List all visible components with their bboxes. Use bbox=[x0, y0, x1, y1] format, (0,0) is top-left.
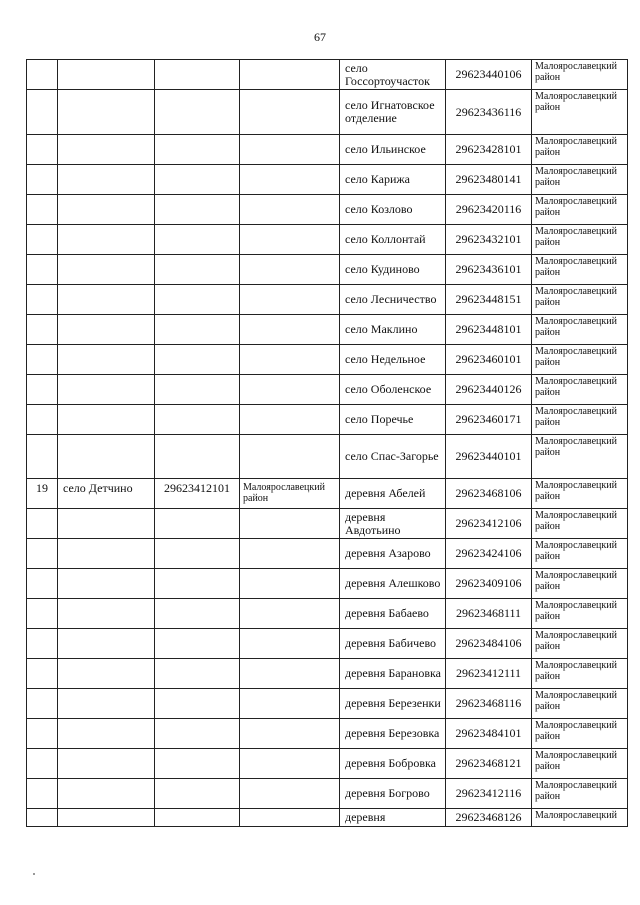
municipality-district-cell bbox=[240, 749, 340, 779]
municipality-code-cell bbox=[155, 629, 240, 659]
municipality-code-cell bbox=[155, 659, 240, 689]
settlement-name-cell: село Коллонтай bbox=[340, 225, 446, 255]
municipality-name-cell bbox=[58, 285, 155, 315]
settlement-code-cell: 29623412106 bbox=[446, 509, 532, 539]
municipality-name-cell bbox=[58, 599, 155, 629]
municipality-district-cell bbox=[240, 809, 340, 827]
settlement-name-cell: село Недельное bbox=[340, 345, 446, 375]
municipality-district-cell bbox=[240, 60, 340, 90]
settlement-district-cell: Малоярославецкий район bbox=[532, 285, 628, 315]
municipality-name-cell bbox=[58, 809, 155, 827]
settlement-code-cell: 29623468116 bbox=[446, 689, 532, 719]
table-row bbox=[27, 285, 628, 315]
settlement-code-cell: 29623468106 bbox=[446, 479, 532, 509]
municipality-name-cell bbox=[58, 749, 155, 779]
settlement-district-cell: Малоярославецкий район bbox=[532, 749, 628, 779]
table-row bbox=[27, 315, 628, 345]
settlement-name-cell: село Госсортоучасток bbox=[340, 60, 446, 90]
settlement-district-cell: Малоярославецкий район bbox=[532, 405, 628, 435]
table-row bbox=[27, 689, 628, 719]
municipality-name-cell bbox=[58, 195, 155, 225]
municipality-name-cell bbox=[58, 135, 155, 165]
settlement-district-cell: Малоярославецкий район bbox=[532, 539, 628, 569]
municipality-district-cell bbox=[240, 435, 340, 479]
municipality-number-cell bbox=[27, 345, 58, 375]
table-row bbox=[27, 479, 628, 509]
settlement-code-cell: 29623460101 bbox=[446, 345, 532, 375]
municipality-code-cell bbox=[155, 719, 240, 749]
settlement-name-cell: деревня Азарово bbox=[340, 539, 446, 569]
municipality-code-cell bbox=[155, 315, 240, 345]
settlement-district-cell: Малоярославецкий район bbox=[532, 719, 628, 749]
settlement-district-cell: Малоярославецкий район bbox=[532, 689, 628, 719]
municipality-code-cell bbox=[155, 435, 240, 479]
table-row bbox=[27, 809, 628, 827]
municipality-name-cell bbox=[58, 60, 155, 90]
municipality-name-cell bbox=[58, 689, 155, 719]
table-row bbox=[27, 195, 628, 225]
municipality-number-cell bbox=[27, 689, 58, 719]
municipality-district-cell bbox=[240, 405, 340, 435]
settlement-code-cell: 29623484106 bbox=[446, 629, 532, 659]
municipality-name-cell bbox=[58, 90, 155, 135]
municipality-code-cell bbox=[155, 689, 240, 719]
settlement-code-cell: 29623428101 bbox=[446, 135, 532, 165]
settlement-code-cell: 29623468111 bbox=[446, 599, 532, 629]
municipality-code-cell bbox=[155, 539, 240, 569]
municipality-number-cell bbox=[27, 749, 58, 779]
municipality-name-cell bbox=[58, 629, 155, 659]
municipality-number-cell bbox=[27, 165, 58, 195]
settlements-table bbox=[26, 59, 628, 827]
municipality-code-cell bbox=[155, 809, 240, 827]
table-row bbox=[27, 405, 628, 435]
settlement-name-cell: село Спас-Загорье bbox=[340, 435, 446, 479]
settlement-district-cell: Малоярославецкий район bbox=[532, 225, 628, 255]
municipality-number-cell bbox=[27, 285, 58, 315]
municipality-name-cell bbox=[58, 659, 155, 689]
settlement-district-cell: Малоярославецкий район bbox=[532, 195, 628, 225]
settlement-district-cell: Малоярославецкий район bbox=[532, 599, 628, 629]
municipality-district-cell bbox=[240, 719, 340, 749]
municipality-code-cell bbox=[155, 135, 240, 165]
municipality-district-cell bbox=[240, 659, 340, 689]
table-row bbox=[27, 629, 628, 659]
municipality-code-cell bbox=[155, 195, 240, 225]
municipality-name-cell bbox=[58, 405, 155, 435]
settlement-name-cell: село Кудиново bbox=[340, 255, 446, 285]
settlement-district-cell: Малоярославецкий район bbox=[532, 479, 628, 509]
settlement-code-cell: 29623468121 bbox=[446, 749, 532, 779]
municipality-number-cell bbox=[27, 255, 58, 285]
settlement-code-cell: 29623409106 bbox=[446, 569, 532, 599]
settlement-code-cell: 29623440106 bbox=[446, 60, 532, 90]
municipality-code-cell bbox=[155, 225, 240, 255]
municipality-code-cell bbox=[155, 569, 240, 599]
table-row bbox=[27, 375, 628, 405]
table-row bbox=[27, 90, 628, 135]
table-row bbox=[27, 749, 628, 779]
table-row bbox=[27, 599, 628, 629]
settlement-name-cell: деревня Абелей bbox=[340, 479, 446, 509]
settlement-name-cell: деревня Березовка bbox=[340, 719, 446, 749]
settlement-name-cell: село Карижа bbox=[340, 165, 446, 195]
municipality-number-cell bbox=[27, 599, 58, 629]
settlement-code-cell: 29623440101 bbox=[446, 435, 532, 479]
municipality-name-cell bbox=[58, 539, 155, 569]
municipality-code-cell bbox=[155, 599, 240, 629]
table-row bbox=[27, 509, 628, 539]
municipality-code-cell bbox=[155, 60, 240, 90]
settlement-district-cell: Малоярославецкий район bbox=[532, 90, 628, 135]
municipality-district-cell bbox=[240, 135, 340, 165]
municipality-number-cell bbox=[27, 629, 58, 659]
settlement-code-cell: 29623424106 bbox=[446, 539, 532, 569]
settlement-district-cell: Малоярославецкий район bbox=[532, 60, 628, 90]
municipality-district-cell bbox=[240, 195, 340, 225]
municipality-code-cell bbox=[155, 405, 240, 435]
municipality-district-cell bbox=[240, 629, 340, 659]
municipality-code-cell bbox=[155, 255, 240, 285]
settlement-code-cell: 29623412116 bbox=[446, 779, 532, 809]
municipality-number-cell: 19 bbox=[27, 479, 58, 509]
municipality-name-cell bbox=[58, 779, 155, 809]
table-row bbox=[27, 165, 628, 195]
municipality-code-cell bbox=[155, 345, 240, 375]
table-row bbox=[27, 60, 628, 90]
page-number: 67 bbox=[314, 30, 326, 44]
settlement-code-cell: 29623440126 bbox=[446, 375, 532, 405]
municipality-name-cell bbox=[58, 255, 155, 285]
municipality-name-cell: село Детчино bbox=[58, 479, 155, 509]
municipality-number-cell bbox=[27, 779, 58, 809]
municipality-number-cell bbox=[27, 315, 58, 345]
municipality-district-cell bbox=[240, 375, 340, 405]
municipality-name-cell bbox=[58, 165, 155, 195]
settlement-code-cell: 29623448151 bbox=[446, 285, 532, 315]
settlement-name-cell: деревня Алешково bbox=[340, 569, 446, 599]
settlement-name-cell: село Оболенское bbox=[340, 375, 446, 405]
settlement-name-cell: деревня bbox=[340, 809, 446, 827]
settlement-code-cell: 29623484101 bbox=[446, 719, 532, 749]
settlement-name-cell: деревня Богрово bbox=[340, 779, 446, 809]
settlement-district-cell: Малоярославецкий район bbox=[532, 345, 628, 375]
municipality-district-cell bbox=[240, 539, 340, 569]
table-row bbox=[27, 779, 628, 809]
municipality-district-cell bbox=[240, 779, 340, 809]
municipality-number-cell bbox=[27, 435, 58, 479]
municipality-district-cell bbox=[240, 345, 340, 375]
municipality-name-cell bbox=[58, 509, 155, 539]
settlement-district-cell: Малоярославецкий район bbox=[532, 375, 628, 405]
municipality-number-cell bbox=[27, 809, 58, 827]
municipality-name-cell bbox=[58, 719, 155, 749]
settlement-district-cell: Малоярославецкий район bbox=[532, 435, 628, 479]
settlement-district-cell: Малоярославецкий bbox=[532, 809, 628, 827]
settlement-name-cell: село Поречье bbox=[340, 405, 446, 435]
settlement-name-cell: село Лесничество bbox=[340, 285, 446, 315]
settlement-name-cell: деревня Бабичево bbox=[340, 629, 446, 659]
settlement-code-cell: 29623460171 bbox=[446, 405, 532, 435]
settlement-district-cell: Малоярославецкий район bbox=[532, 569, 628, 599]
settlement-district-cell: Малоярославецкий район bbox=[532, 629, 628, 659]
settlement-name-cell: деревня Бобровка bbox=[340, 749, 446, 779]
table-row bbox=[27, 255, 628, 285]
settlement-name-cell: деревня Барановка bbox=[340, 659, 446, 689]
settlement-name-cell: деревня Березенки bbox=[340, 689, 446, 719]
settlement-district-cell: Малоярославецкий район bbox=[532, 659, 628, 689]
table-row bbox=[27, 345, 628, 375]
municipality-name-cell bbox=[58, 225, 155, 255]
table-row bbox=[27, 135, 628, 165]
municipality-number-cell bbox=[27, 539, 58, 569]
scan-speck bbox=[33, 873, 35, 875]
settlement-code-cell: 29623436101 bbox=[446, 255, 532, 285]
settlement-code-cell: 29623436116 bbox=[446, 90, 532, 135]
municipality-code-cell: 29623412101 bbox=[155, 479, 240, 509]
municipality-number-cell bbox=[27, 659, 58, 689]
municipality-number-cell bbox=[27, 60, 58, 90]
settlement-code-cell: 29623448101 bbox=[446, 315, 532, 345]
settlement-name-cell: село Игнатовское отделение bbox=[340, 90, 446, 135]
municipality-code-cell bbox=[155, 165, 240, 195]
municipality-number-cell bbox=[27, 375, 58, 405]
municipality-district-cell bbox=[240, 509, 340, 539]
municipality-number-cell bbox=[27, 135, 58, 165]
municipality-name-cell bbox=[58, 569, 155, 599]
municipality-district-cell: Малоярославецкий район bbox=[240, 479, 340, 509]
municipality-name-cell bbox=[58, 435, 155, 479]
table-row bbox=[27, 719, 628, 749]
table-row bbox=[27, 569, 628, 599]
municipality-code-cell bbox=[155, 749, 240, 779]
municipality-code-cell bbox=[155, 285, 240, 315]
municipality-district-cell bbox=[240, 255, 340, 285]
settlement-code-cell: 29623420116 bbox=[446, 195, 532, 225]
settlement-district-cell: Малоярославецкий район bbox=[532, 509, 628, 539]
municipality-code-cell bbox=[155, 779, 240, 809]
table-row bbox=[27, 435, 628, 479]
settlement-district-cell: Малоярославецкий район bbox=[532, 315, 628, 345]
settlement-code-cell: 29623468126 bbox=[446, 809, 532, 827]
municipality-number-cell bbox=[27, 569, 58, 599]
settlement-district-cell: Малоярославецкий район bbox=[532, 255, 628, 285]
settlement-name-cell: деревня Авдотьино bbox=[340, 509, 446, 539]
municipality-name-cell bbox=[58, 315, 155, 345]
municipality-district-cell bbox=[240, 90, 340, 135]
table-row bbox=[27, 225, 628, 255]
municipality-district-cell bbox=[240, 689, 340, 719]
municipality-district-cell bbox=[240, 285, 340, 315]
municipality-number-cell bbox=[27, 405, 58, 435]
table-row bbox=[27, 659, 628, 689]
municipality-district-cell bbox=[240, 599, 340, 629]
municipality-district-cell bbox=[240, 315, 340, 345]
settlement-name-cell: село Маклино bbox=[340, 315, 446, 345]
municipality-district-cell bbox=[240, 165, 340, 195]
municipality-number-cell bbox=[27, 225, 58, 255]
municipality-district-cell bbox=[240, 225, 340, 255]
table-row bbox=[27, 539, 628, 569]
municipality-number-cell bbox=[27, 195, 58, 225]
municipality-name-cell bbox=[58, 375, 155, 405]
municipality-number-cell bbox=[27, 719, 58, 749]
municipality-code-cell bbox=[155, 375, 240, 405]
municipality-code-cell bbox=[155, 90, 240, 135]
settlement-code-cell: 29623412111 bbox=[446, 659, 532, 689]
settlement-name-cell: село Козлово bbox=[340, 195, 446, 225]
municipality-number-cell bbox=[27, 90, 58, 135]
settlement-district-cell: Малоярославецкий район bbox=[532, 135, 628, 165]
settlement-name-cell: село Ильинское bbox=[340, 135, 446, 165]
municipality-number-cell bbox=[27, 509, 58, 539]
municipality-code-cell bbox=[155, 509, 240, 539]
settlement-district-cell: Малоярославецкий район bbox=[532, 779, 628, 809]
settlement-code-cell: 29623480141 bbox=[446, 165, 532, 195]
settlement-code-cell: 29623432101 bbox=[446, 225, 532, 255]
settlement-name-cell: деревня Бабаево bbox=[340, 599, 446, 629]
municipality-district-cell bbox=[240, 569, 340, 599]
municipality-name-cell bbox=[58, 345, 155, 375]
settlement-district-cell: Малоярославецкий район bbox=[532, 165, 628, 195]
